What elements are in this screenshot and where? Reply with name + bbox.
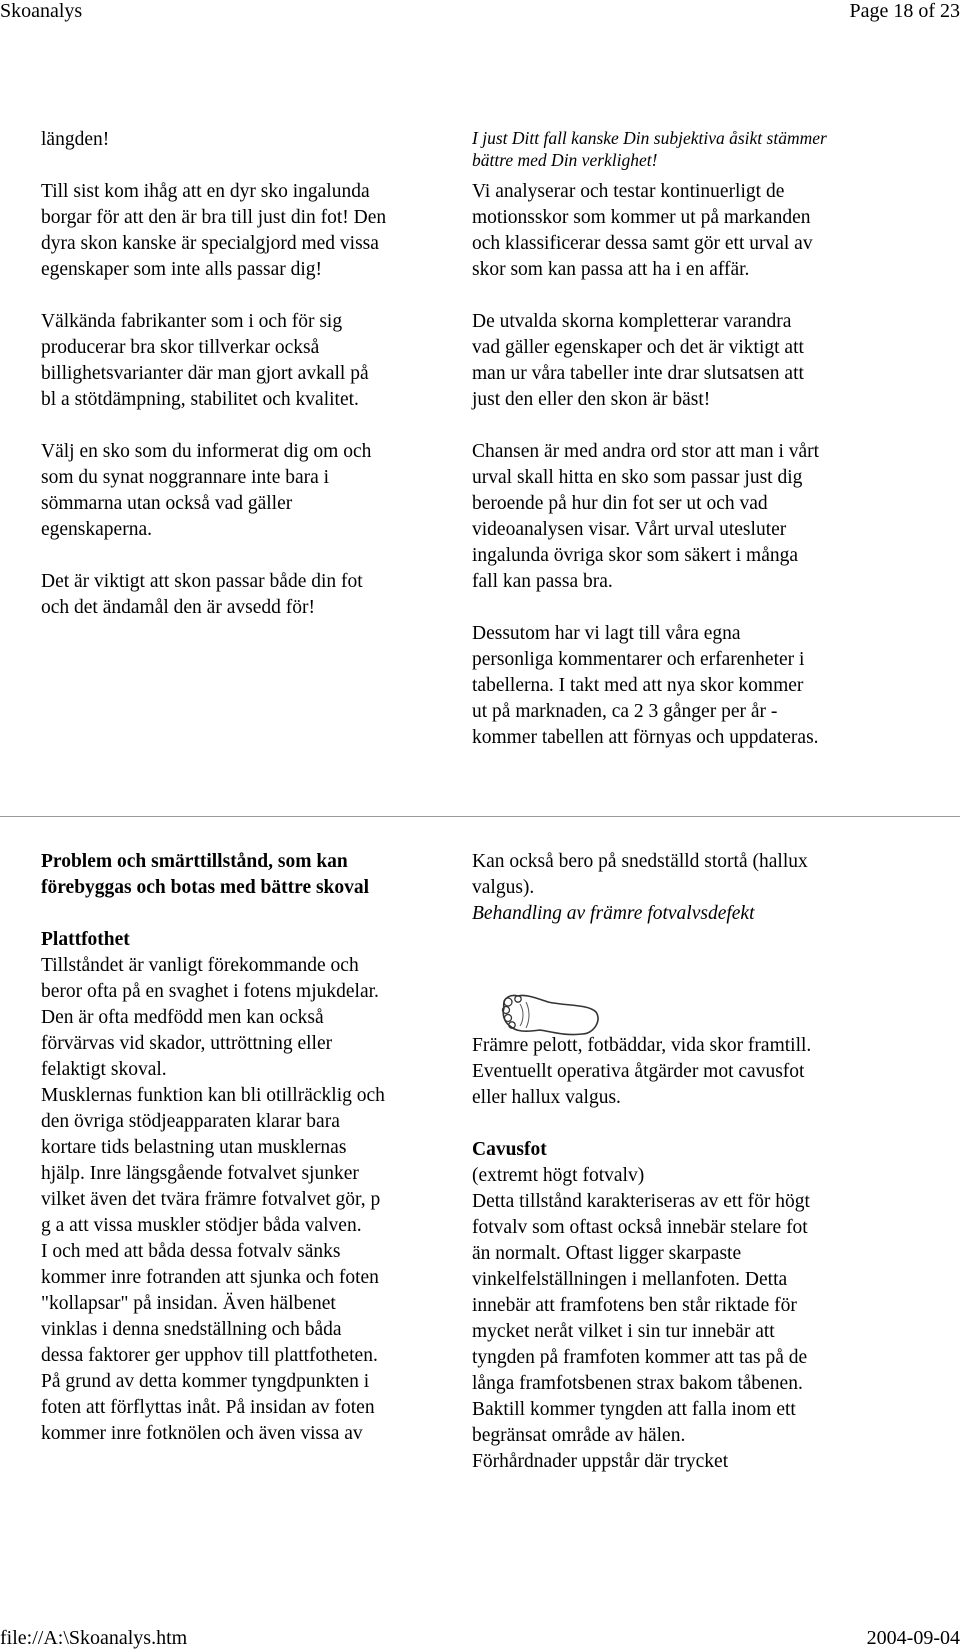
paragraph: [41, 309, 441, 413]
text-line: vinkelfelställningen i mellanfoten. Detta: [472, 1269, 788, 1290]
text-line: kommer tabellen att förnyas och uppdateras.: [472, 727, 819, 748]
text-line: innebär att framfotens ben står riktade för: [472, 1295, 797, 1316]
paragraph: [472, 621, 902, 751]
text-line: hjälp. Inre längsgående fotvalvet sjunker: [41, 1163, 359, 1184]
heading-line: Problem och smärttillstånd, som kan: [41, 851, 348, 872]
paragraph: [472, 439, 902, 595]
text-line: videoanalysen visar. Vårt urval utesluter: [472, 519, 787, 540]
text-line: Vi analyserar och testar kontinuerligt de: [472, 181, 785, 202]
text-line: egenskaper som inte alls passar dig!: [41, 259, 323, 280]
plattfothet-text: [41, 953, 451, 1447]
text-line: kortare tids belastning utan musklernas: [41, 1137, 347, 1158]
top-left-column: [41, 127, 441, 621]
text-line: Baktill kommer tyngden att falla inom ett: [472, 1399, 796, 1420]
text-line: foten att förflyttas inåt. På insidan av foten: [41, 1397, 375, 1418]
text-line: Tillståndet är vanligt förekommande och: [41, 955, 359, 976]
text-line: dyra skon kanske är specialgjord med vissa: [41, 233, 379, 254]
top-right-column: [472, 127, 902, 751]
text-line: g a att vissa muskler stödjer båda valven.: [41, 1215, 362, 1236]
italic-line: I just Ditt fall kanske Din subjektiva åsikt stämmer: [472, 128, 827, 148]
plattfothet-heading: Plattfothet: [41, 929, 130, 950]
page-number: Page 18 of 23: [849, 0, 960, 22]
text-line: Välj en sko som du informerat dig om och: [41, 441, 372, 462]
bottom-left-column: [41, 849, 451, 1447]
text-line: motionsskor som kommer ut på markanden: [472, 207, 811, 228]
text-line: och det ändamål den är avsedd för!: [41, 597, 315, 618]
text-line: just den eller den skon är bäst!: [472, 389, 711, 410]
text-line: Chansen är med andra ord stor att man i vårt: [472, 441, 820, 462]
section-heading: [41, 849, 451, 901]
text-line: Kan också bero på snedställd stortå (hallux: [472, 851, 808, 872]
text-line: (extremt högt fotvalv): [472, 1165, 645, 1186]
text-line: långa framfotsbenen strax bakom tåbenen.: [472, 1373, 803, 1394]
text-line: Den är ofta medfödd men kan också: [41, 1007, 324, 1028]
text-line: personliga kommentarer och erfarenheter i: [472, 649, 805, 670]
section-divider: [0, 816, 960, 817]
text-line: eller hallux valgus.: [472, 1087, 621, 1108]
text-line: felaktigt skoval.: [41, 1059, 167, 1080]
text-line: vad gäller egenskaper och det är viktigt att: [472, 337, 804, 358]
text-line: Välkända fabrikanter som i och för sig: [41, 311, 343, 332]
paragraph: [41, 179, 441, 283]
italic-remark: [472, 127, 902, 171]
text-line: och klassificerar dessa samt gör ett urval av: [472, 233, 813, 254]
text-line: Förhårdnader uppstår där trycket: [472, 1451, 729, 1472]
text-line: fall kan passa bra.: [472, 571, 613, 592]
text-line: än normalt. Oftast ligger skarpaste: [472, 1243, 742, 1264]
text-line: beror ofta på en svaghet i fotens mjukdelar.: [41, 981, 379, 1002]
text-line: urval skall hitta en sko som passar just dig: [472, 467, 803, 488]
paragraph: [41, 439, 441, 543]
print-date: 2004-09-04: [866, 1627, 960, 1649]
cavusfot-heading: Cavusfot: [472, 1139, 547, 1160]
text-line: den övriga stödjeapparaten klarar bara: [41, 1111, 340, 1132]
paragraph: [472, 309, 902, 413]
text-line: förvärvas vid skador, uttröttning eller: [41, 1033, 333, 1054]
text-line: kommer inre fotranden att sjunka och foten: [41, 1267, 379, 1288]
file-path: file://A:\Skoanalys.htm: [0, 1627, 188, 1649]
heading-line: förebyggas och botas med bättre skoval: [41, 877, 370, 898]
text-line: I och med att båda dessa fotvalv sänks: [41, 1241, 341, 1262]
text-line: billighetsvarianter där man gjort avkall på: [41, 363, 369, 384]
text-line: Eventuellt operativa åtgärder mot cavusfot: [472, 1061, 805, 1082]
text-line: bl a stötdämpning, stabilitet och kvalitet.: [41, 389, 359, 410]
paragraph: [41, 569, 441, 621]
cavusfot-text: [472, 1163, 912, 1475]
text-line: ut på marknaden, ca 2 3 gånger per år -: [472, 701, 778, 722]
text-line: borgar för att den är bra till just din fot! Den: [41, 207, 387, 228]
italic-line: bättre med Din verklighet!: [472, 150, 658, 170]
text-line: kommer inre fotknölen och även vissa av: [41, 1423, 363, 1444]
text-line: På grund av detta kommer tyngdpunkten i: [41, 1371, 370, 1392]
text-line: ingalunda övriga skor som säkert i många: [472, 545, 799, 566]
text-line: De utvalda skorna kompletterar varandra: [472, 311, 792, 332]
text-line: Till sist kom ihåg att en dyr sko ingalunda: [41, 181, 370, 202]
treatment-caption: Behandling av främre fotvalvsdefekt: [472, 903, 755, 924]
paragraph: [41, 127, 441, 153]
text-line: egenskaperna.: [41, 519, 152, 540]
text-line: tabellerna. I takt med att nya skor kommer: [472, 675, 804, 696]
text-line: dessa faktorer ger upphov till plattfotheten.: [41, 1345, 378, 1366]
text-line: vinklas i denna snedställning och båda: [41, 1319, 342, 1340]
text-line: Det är viktigt att skon passar både din fot: [41, 571, 363, 592]
text-line: som du synat noggrannare inte bara i: [41, 467, 330, 488]
bottom-right-column: [472, 849, 912, 1475]
text-line: begränsat område av hälen.: [472, 1425, 686, 1446]
paragraph: [472, 179, 902, 283]
text-line: valgus).: [472, 877, 535, 898]
text-line: man ur våra tabeller inte drar slutsatsen att: [472, 363, 804, 384]
text-line: längden!: [41, 129, 110, 150]
text-line: Främre pelott, fotbäddar, vida skor framtill.: [472, 1035, 812, 1056]
text-line: fotvalv som oftast också innebär stelare fot: [472, 1217, 808, 1238]
foot-illustration-image: [496, 974, 602, 1050]
text-line: "kollapsar" på insidan. Även hälbenet: [41, 1293, 336, 1314]
text-line: tyngden på framfoten kommer att tas på de: [472, 1347, 808, 1368]
text-line: Musklernas funktion kan bli otillräcklig och: [41, 1085, 385, 1106]
text-line: producerar bra skor tillverkar också: [41, 337, 320, 358]
text-line: sömmarna utan också vad gäller: [41, 493, 293, 514]
document-title: Skoanalys: [0, 0, 83, 22]
text-line: beroende på hur din fot ser ut och vad: [472, 493, 768, 514]
text-line: mycket neråt vilket i sin tur innebär att: [472, 1321, 775, 1342]
text-line: skor som kan passa att ha i en affär.: [472, 259, 750, 280]
hallux-intro: [472, 849, 912, 901]
text-line: Dessutom har vi lagt till våra egna: [472, 623, 741, 644]
text-line: Detta tillstånd karakteriseras av ett för högt: [472, 1191, 810, 1212]
text-line: vilket även det tvära främre fotvalvet gör, p: [41, 1189, 381, 1210]
